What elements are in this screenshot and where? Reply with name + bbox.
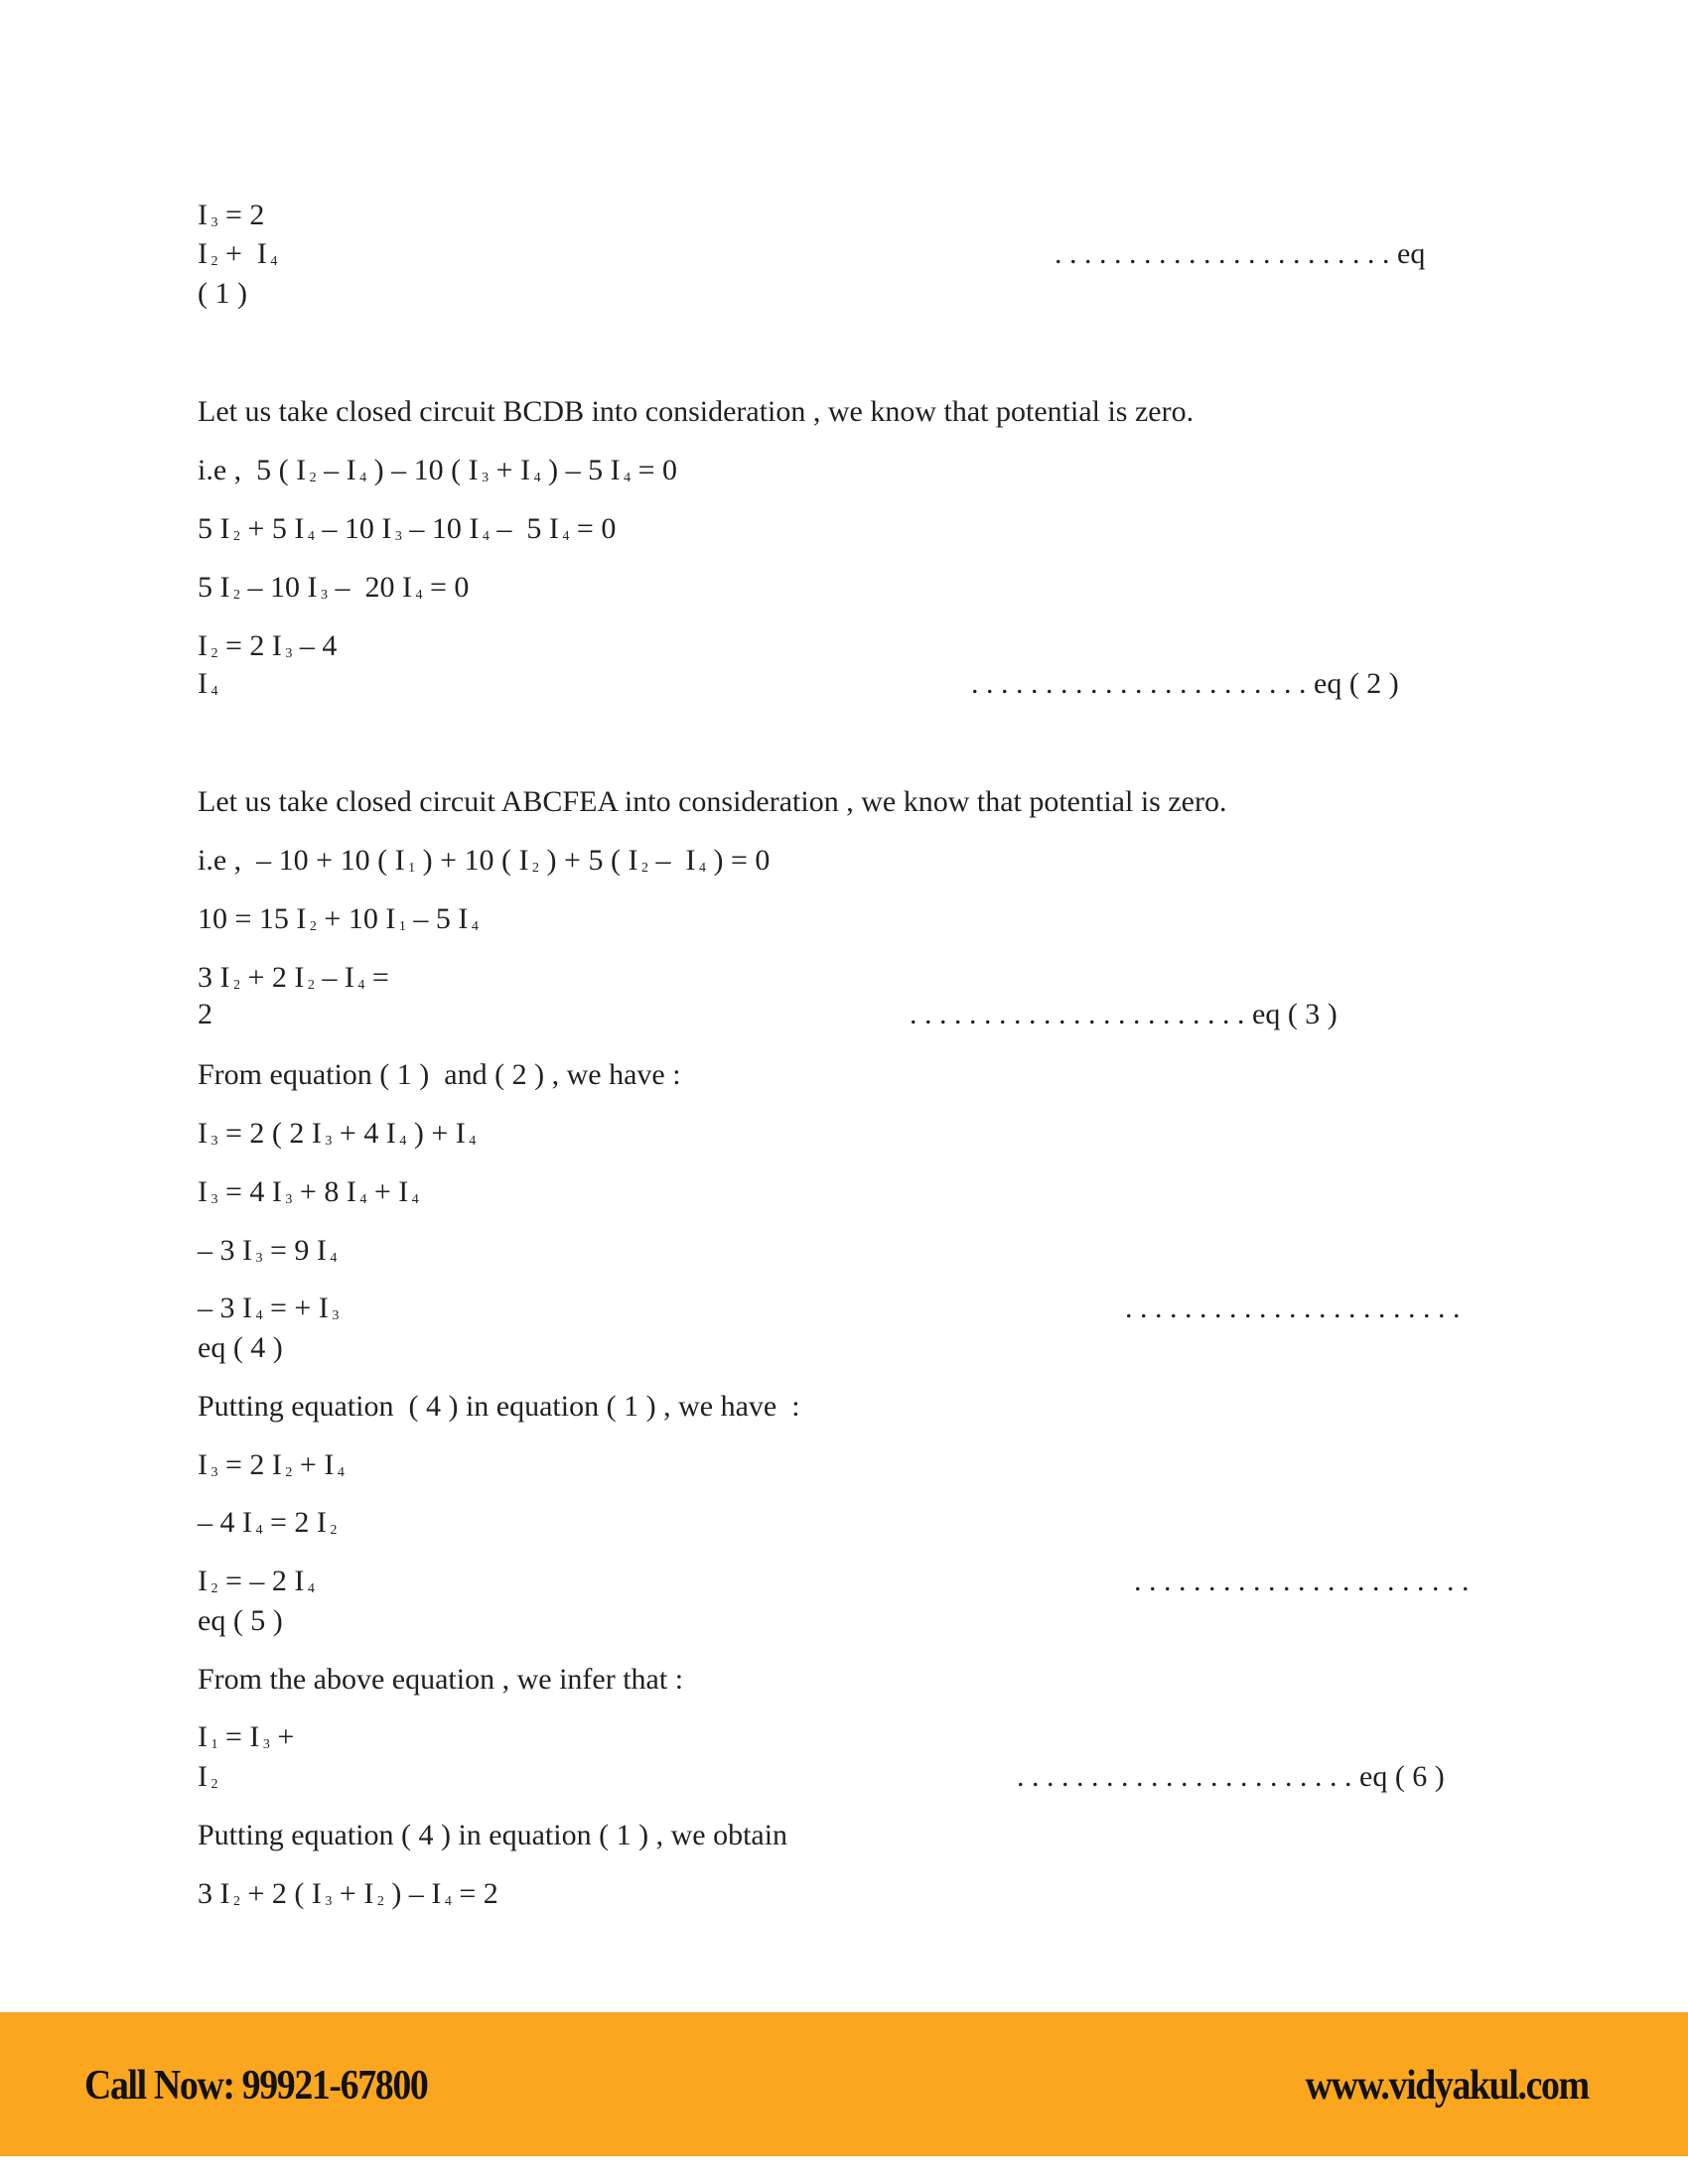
subscript: 4: [468, 919, 479, 934]
subscript: 4: [355, 471, 367, 485]
subscript: 4: [530, 471, 541, 485]
equation-line: 10 = 15 I 2 + 10 I 1 – 5 I 4: [198, 902, 479, 935]
equation-line: I 2 = – 2 I 4: [198, 1565, 315, 1597]
subscript: 2: [306, 471, 317, 485]
subscript: 2: [208, 646, 218, 661]
equation-line: I 4: [198, 667, 218, 700]
subscript: 3: [281, 1192, 293, 1207]
subscript: 4: [252, 1308, 263, 1323]
equation-line: I 3 = 2 ( 2 I 3 + 4 I 4 ) + I 4: [198, 1117, 477, 1150]
dot-leader-eq3: . . . . . . . . . . . . . . . . . . . . . . . eq ( 3 ): [910, 998, 1337, 1030]
subscript: 2: [281, 1465, 293, 1480]
subscript: 2: [326, 1523, 338, 1538]
subscript: 2: [304, 978, 315, 993]
subscript: 4: [266, 254, 278, 269]
subscript: 1: [395, 919, 406, 934]
equation-line: i.e , 5 ( I 2 – I 4 ) – 10 ( I 3 + I 4 ) – 5 I 4 = 0: [198, 454, 678, 486]
equation-label: eq ( 5 ): [198, 1604, 283, 1637]
subscript: 4: [465, 1134, 477, 1149]
subscript: 2: [528, 861, 540, 876]
subscript: 4: [408, 1192, 419, 1207]
subscript: 2: [229, 588, 240, 603]
subscript: 2: [306, 919, 317, 934]
subscript: 4: [355, 1192, 367, 1207]
equation-line: 3 I 2 + 2 I 2 – I 4 =: [198, 961, 389, 994]
subscript: 2: [373, 1894, 384, 1909]
subscript: 3: [208, 215, 218, 230]
subscript: 2: [229, 978, 240, 993]
equation-line: – 4 I 4 = 2 I 2: [198, 1506, 338, 1539]
subscript: 3: [208, 1465, 218, 1480]
dot-leader-eq4: . . . . . . . . . . . . . . . . . . . . . . .: [1125, 1292, 1461, 1324]
equation-label: eq ( 4 ): [198, 1331, 283, 1364]
equation-line: – 3 I 3 = 9 I 4: [198, 1234, 338, 1267]
equation-line: I 2: [198, 1760, 218, 1793]
equation-line: i.e , – 10 + 10 ( I 1 ) + 10 ( I 2 ) + 5 ( I 2 – I 4 ) = 0: [198, 844, 771, 877]
equation-line: I 3 = 4 I 3 + 8 I 4 + I 4: [198, 1175, 419, 1208]
equation-line: 3 I 2 + 2 ( I 3 + I 2 ) – I 4 = 2: [198, 1877, 498, 1910]
paragraph: Let us take closed circuit ABCFEA into consideration , we know that potential is zero.: [198, 785, 1227, 818]
equation-line: ( 1 ): [198, 277, 247, 310]
website-link[interactable]: www.vidyakul.com: [1305, 2063, 1589, 2109]
equation-line: I 2 + I 4: [198, 237, 278, 270]
subscript: 3: [281, 646, 293, 661]
equation-line: I 3 = 2: [198, 199, 265, 231]
dot-leader-eq1: . . . . . . . . . . . . . . . . . . . . . . . eq: [1055, 237, 1426, 270]
subscript: 3: [252, 1251, 263, 1266]
subscript: 4: [304, 529, 315, 544]
equation-line: – 3 I 4 = + I 3: [198, 1292, 340, 1324]
paragraph: Putting equation ( 4 ) in equation ( 1 ) , we obtain: [198, 1819, 788, 1851]
subscript: 4: [695, 861, 706, 876]
paragraph: Putting equation ( 4 ) in equation ( 1 ) , we have :: [198, 1390, 800, 1423]
subscript: 4: [479, 529, 490, 544]
subscript: 4: [304, 1581, 315, 1596]
subscript: 2: [229, 529, 240, 544]
paragraph: From the above equation , we infer that :: [198, 1663, 684, 1696]
subscript: 3: [321, 1894, 333, 1909]
subscript: 3: [391, 529, 402, 544]
subscript: 4: [252, 1523, 263, 1538]
dot-leader-eq6: . . . . . . . . . . . . . . . . . . . . . . . eq ( 6 ): [1017, 1760, 1445, 1793]
subscript: 3: [208, 1192, 218, 1207]
subscript: 2: [208, 1581, 218, 1596]
subscript: 1: [208, 1737, 218, 1752]
subscript: 4: [208, 684, 218, 699]
subscript: 2: [229, 1894, 240, 1909]
call-now-text: Call Now: 99921-67800: [84, 2063, 428, 2109]
subscript: 4: [353, 978, 365, 993]
dot-leader-eq2: . . . . . . . . . . . . . . . . . . . . . . . eq ( 2 ): [971, 667, 1399, 700]
footer-banner: [0, 2012, 1688, 2156]
subscript: 4: [326, 1251, 338, 1266]
paragraph: From equation ( 1 ) and ( 2 ) , we have :: [198, 1058, 681, 1091]
equation-line: I 3 = 2 I 2 + I 4: [198, 1448, 345, 1481]
dot-leader-eq5: . . . . . . . . . . . . . . . . . . . . . . .: [1134, 1565, 1470, 1597]
equation-line: 2: [198, 998, 212, 1030]
subscript: 2: [208, 1777, 218, 1792]
subscript: 4: [558, 529, 570, 544]
equation-line: 5 I 2 – 10 I 3 – 20 I 4 = 0: [198, 571, 470, 604]
subscript: 3: [317, 588, 328, 603]
equation-line: I 1 = I 3 +: [198, 1720, 295, 1753]
equation-line: I 2 = 2 I 3 – 4: [198, 629, 338, 662]
equation-line: 5 I 2 + 5 I 4 – 10 I 3 – 10 I 4 – 5 I 4 = 0: [198, 512, 617, 545]
subscript: 4: [395, 1134, 407, 1149]
subscript: 4: [334, 1465, 345, 1480]
subscript: 2: [208, 254, 218, 269]
subscript: 4: [441, 1894, 452, 1909]
subscript: 4: [620, 471, 632, 485]
subscript: 3: [321, 1134, 333, 1149]
paragraph: Let us take closed circuit BCDB into consideration , we know that potential is zero.: [198, 395, 1195, 428]
subscript: 2: [637, 861, 648, 876]
subscript: 3: [259, 1737, 270, 1752]
subscript: 1: [404, 861, 416, 876]
subscript: 3: [208, 1134, 218, 1149]
subscript: 3: [478, 471, 490, 485]
subscript: 3: [328, 1308, 340, 1323]
subscript: 4: [412, 588, 423, 603]
